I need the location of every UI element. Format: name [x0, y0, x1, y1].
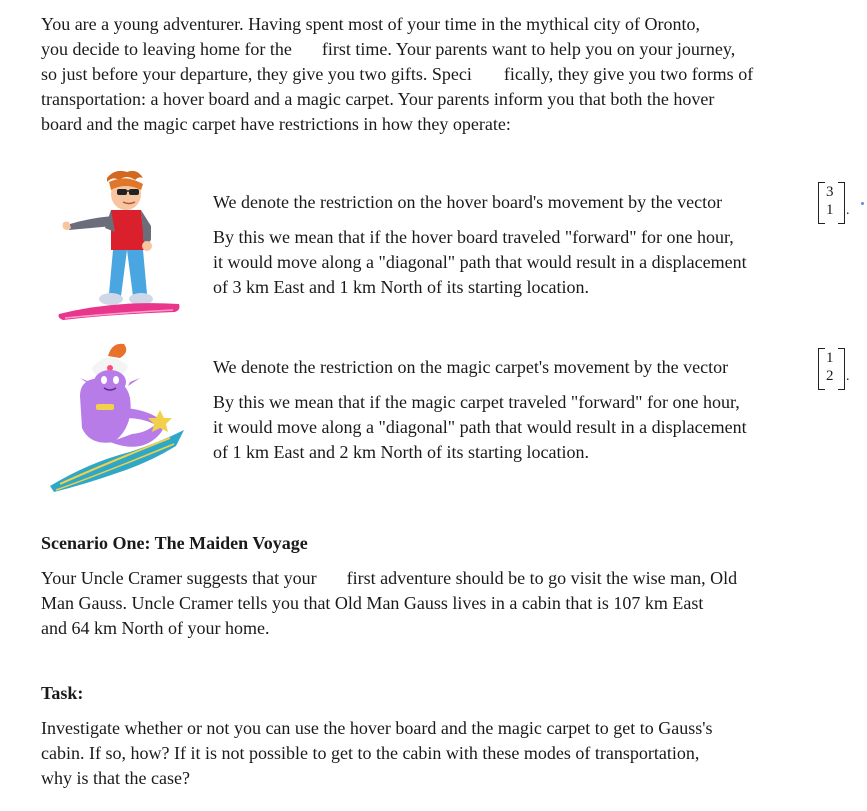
- task-heading: Task:: [41, 683, 84, 703]
- intro-line: you decide to leaving home for the first time. Your parents want to help you on your journey,: [41, 39, 736, 59]
- scenario-line: and 64 km North of your home.: [41, 618, 270, 638]
- scenario-line: Man Gauss. Uncle Cramer tells you that Old Man Gauss lives in a cabin that is 107 km East: [41, 593, 704, 613]
- scenario-line: Your Uncle Cramer suggests that your first adventure should be to go visit the wise man, Old: [41, 568, 738, 588]
- task-line: why is that the case?: [41, 768, 190, 788]
- magic-carpet-section: [213, 355, 813, 465]
- magic-carpet-genie-illustration: [50, 338, 190, 493]
- magic-carpet-vector: 1 2 .: [818, 348, 854, 392]
- hover-board-kid-illustration: [55, 168, 185, 328]
- task-line: Investigate whether or not you can use the hover board and the magic carpet to get to Gauss's: [41, 718, 713, 738]
- scenario-heading: Scenario One: The Maiden Voyage: [41, 533, 308, 553]
- hover-board-vector: 3 1 .: [818, 182, 854, 226]
- scenario-paragraph: [41, 566, 851, 641]
- intro-line: board and the magic carpet have restrictions in how they operate:: [41, 114, 511, 134]
- intro-paragraph: [41, 12, 851, 137]
- blue-marker-dot: [861, 202, 864, 205]
- intro-line: You are a young adventurer. Having spent most of your time in the mythical city of Oronto,: [41, 14, 701, 34]
- task-line: cabin. If so, how? If it is not possible to get to the cabin with these modes of transportation,: [41, 743, 700, 763]
- magic-carpet-explanation: By this we mean that if the magic carpet traveled "forward" for one hour, it would move along a "diagonal" path that would result in a displacement of 1 km East and 2 km North of its starting location.: [213, 392, 747, 462]
- intro-line: so just before your departure, they give you two gifts. Speci fically, they give you two forms of: [41, 64, 754, 84]
- hover-board-denote: We denote the restriction on the hover board's movement by the vector: [213, 192, 723, 212]
- intro-line: transportation: a hover board and a magic carpet. Your parents inform you that both the hover: [41, 89, 715, 109]
- task-paragraph: [41, 716, 851, 791]
- hover-board-explanation: By this we mean that if the hover board traveled "forward" for one hour, it would move along a "diagonal" path that would result in a displacement of 3 km East and 1 km North of its starting location.: [213, 227, 747, 297]
- hover-board-section: [213, 190, 813, 300]
- magic-carpet-denote: We denote the restriction on the magic carpet's movement by the vector: [213, 357, 729, 377]
